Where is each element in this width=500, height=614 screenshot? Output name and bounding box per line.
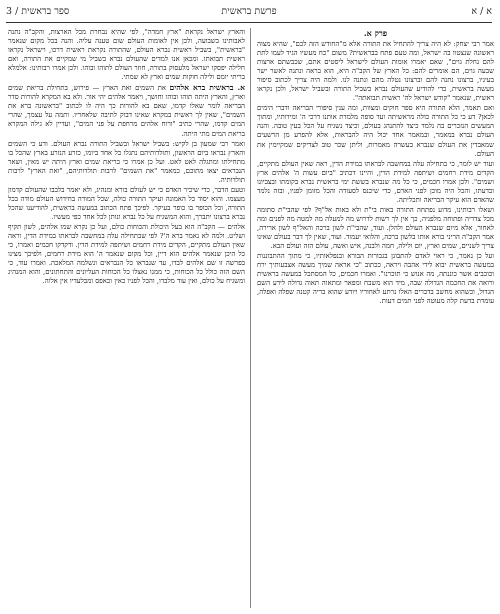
verse-commentary: את השמים ואת הארץ — פירוש, בתחילת בריאת שמים וארץ, והארץ היתה תוהו ובוהו וחושך, ויאמר אלהים יהי אור. ולא בא המקרא להורות סדר הבריאה לומר שאלו קדמו, שאם בא להורות כך היה לו לכתוב "בראשונה ברא את השמים", שאין לך ראשית במקרא שאינו דבוק לתיבה שלאחריו. ותמה על עצמך, שהרי המים קדמו, שהרי כתיב "ורוח אלהים מרחפת על פני המים", ועדיין לא גילה המקרא בריאת המים מתי היתה. xyxy=(8,84,245,138)
verse-heading: א. בראשית ברא אלהים xyxy=(169,83,245,93)
commentary-paragraph: ועל כן נאמר, כי ראוי לאדם להתבונן בגבורות הבורא ובנפלאותיו, כי מתוך ההתבוננות במעשה בראשית יבוא לידי אהבה ויראה, ככתוב "כי אראה שמיך מעשה אצבעותיך ירח וכוכבים אשר כוננתה, מה אנוש כי תזכרנו". ואמרו חכמים, כל המסתכל במעשה בראשית ורואה את החכמה הגדולה שבה, מיד הוא משבח ומפאר ומתאוה תאוה גדולה לידע השם הגדול, וכשהוא מחשב בדברים האלו נרתע לאחוריו ויודע שהוא בריה קטנה שפלה ואפלה, עומדת בדעת קלה מעוטה לפני תמים דעות. xyxy=(257,252,494,306)
header-book-page: ספר בראשית / 3 xyxy=(6,6,70,17)
header-chapter-verse: א / א xyxy=(471,6,492,17)
chapter-title: פרק א. xyxy=(363,28,388,38)
commentary-paragraph: ואם תאמר, הלא התורה היא ספר חוקים ומצוות, ומה ענין סיפורי הבריאה ודברי הימים לכאן? דע כי כל התורה כולה מראשיתה ועד סופה מלמדת אותנו דרכי ה' ומידותיו, ומתוך המעשים הנזכרים בה נלמד כיצד להתנהג בעולם, וכיצד נשגיח על הכל בעין טובה. והנה העולם נברא במאמר, ובמאמר אחד יכול היה להבראות, אלא להפרע מן הרשעים שמאבדין את העולם שנברא בעשרה מאמרות, וליתן שכר טוב לצדיקים שמקיימין את העולם. xyxy=(257,104,494,158)
commentary-paragraph: ועוד יש לומר, כי בתחילה עלה במחשבה לבראתו במידת הדין, ראה שאין העולם מתקיים, הקדים מידת רחמים ושיתפה למידת הדין, והיינו דכתיב "ביום עשות ה' אלהים ארץ ושמים". ולכן אמרו חכמים, כי כל מה שנברא בששת ימי בראשית נברא בקומתו ובצביונו ובדעתו, והכל היה מוכן לפני האדם, כדי שיכנס לסעודה והכל מזומן לפניו, ובזה נלמד שהאדם הוא עיקר הבריאה ותכליתה. xyxy=(257,159,494,204)
commentary-paragraph: ושאלו רבותינו, מדוע נפתחה התורה באות בי"ת ולא באות אל"ף? לפי שהבי"ת סתומה מכל צדדיה ופתוחה מלפניה, כך אין לך רשות לדרוש מה למעלה מה למטה מה לפנים ומה לאחור, אלא מיום שנברא העולם ולהלן. ועוד, שהבי"ת לשון ברכה והאל"ף לשון ארירה, אמר הקב"ה הריני בורא אותו בלשון ברכה, והלואי יעמוד. ועוד, שאין לך דבר בעולם שאינו צריך לשניים, שמים וארץ, יום ולילה, חמה ולבנה, איש ואשה, עולם הזה ועולם הבא. xyxy=(257,205,494,251)
right-column xyxy=(257,28,494,608)
running-header xyxy=(6,4,492,22)
commentary-paragraph: ואמר רבי שמעון בן לקיש: בשביל ישראל ובשביל התורה נברא העולם. ודע כי השמים והארץ נבראו ביום הראשון, ותולדותיהם נתגלו כל אחד ביומו, כזרע הנזרע בארץ שהכל בו מתחילתו ומתגלה לאט לאט. ועל כן אמרו כי בריאת שמים וארץ היתה יש מאין, ושאר הנבראים יצאו מתוכם, כמאמר "את השמים" לרבות תולדותיהם, "ואת הארץ" לרבות תולדותיה. xyxy=(8,139,245,184)
header-parsha-title: פרשת בראשית xyxy=(221,6,277,17)
column-divider xyxy=(250,28,251,608)
commentary-paragraph: וטעם הדבר, כדי שיכיר האדם כי יש לעולם בורא ומנהיג, ולא יאמר בלבבו שהעולם קדמון מעצמו. והוא יסוד כל האמונה ועיקר התורה כולה, שכל המודה בחידוש העולם מודה בכל התורה, וכל הכופר בו כופר בעיקר. לפיכך פתח הכתוב במעשה בראשית, להודיענו שהכל נברא ברצונו יתברך, והוא המשגיח על כל נברא ונותן לכל אחד כפי מעשיו. xyxy=(8,185,245,221)
commentary-paragraph: אמר רבי יצחק: לא היה צריך להתחיל את התורה אלא מ"החודש הזה לכם", שהיא מצוה ראשונה שנצטוו בה ישראל, ומה טעם פתח בבראשית? משום "כח מעשיו הגיד לעמו לתת להם נחלת גוים", שאם יאמרו אומות העולם לישראל ליסטים אתם, שכבשתם ארצות שבעה גוים, הם אומרים להם: כל הארץ של הקב"ה היא, הוא בראה ונתנה לאשר ישר בעיניו, ברצונו נתנה להם וברצונו נטלה מהם ונתנה לנו. ולמה היה צריך לכתוב סיפור מעשה בראשית, כדי להודיע שהעולם נברא בשביל התורה ובשביל ישראל, ולכן נקראו ראשית, שנאמר "קודש ישראל לה' ראשית תבואתה". xyxy=(257,40,494,103)
header-rule xyxy=(6,22,492,23)
commentary-paragraph: אלהים — הקב"ה הוא בעל היכולת והכוחות כולם, ועל כן נקרא שמו אלהים, לשון תקיף ושליט. ולמה לא נאמר ברא ה'? לפי שבתחילה עלה במחשבה לבראתו במידת הדין, וראה שאין העולם מתקיים, הקדים מידת רחמים ושיתפה למידת הדין. ודקדקו חכמים ואמרו, כי כל היכן שנאמר אלהים הוא דיין, וכל מקום שנאמר ה' הוא מידת רחמים, ולפיכך מצינו בפרשה זו שם אלהים לבדו, עד שנבראו כל הנבראים ונשלמה המלאכה. ואמרו עוד, כי השם הזה כולל כל הכוחות, כי ממנו נאצלו כל הכוחות העליונים והתחתונים, והוא המנהיג ומשגיח על כולם, ואין עוד מלבדו, והכל לפניו כאין וכאפס ומבלעדיו אין אלוה. xyxy=(8,222,245,286)
verse-paragraph xyxy=(8,83,245,138)
left-column xyxy=(8,28,245,608)
commentary-paragraph: והארץ ישראל נקראת "ארץ חמדה", לפי שהיא נבחרת מכל הארצות, והקב"ה נתנה לאבותינו בשבועה, ולכן אין לאומות העולם שום טענה עליה. והנה בכל מקום שנאמר "בראשית", בשביל ראשית נברא העולם, שהתורה נקראת ראשית דרכו, וישראל נקראו ראשית תבואתו. ומכאן אנו למדים שהעולם נברא בשביל מי שמקיים את התורה, ואם חלילה יפסקו ישראל מלעסוק בתורה, חוזר העולם לתוהו ובוהו. ולכן אמרו רבותינו: אלמלא בריתי יומם ולילה חוקות שמים וארץ לא שמתי. xyxy=(8,28,245,82)
